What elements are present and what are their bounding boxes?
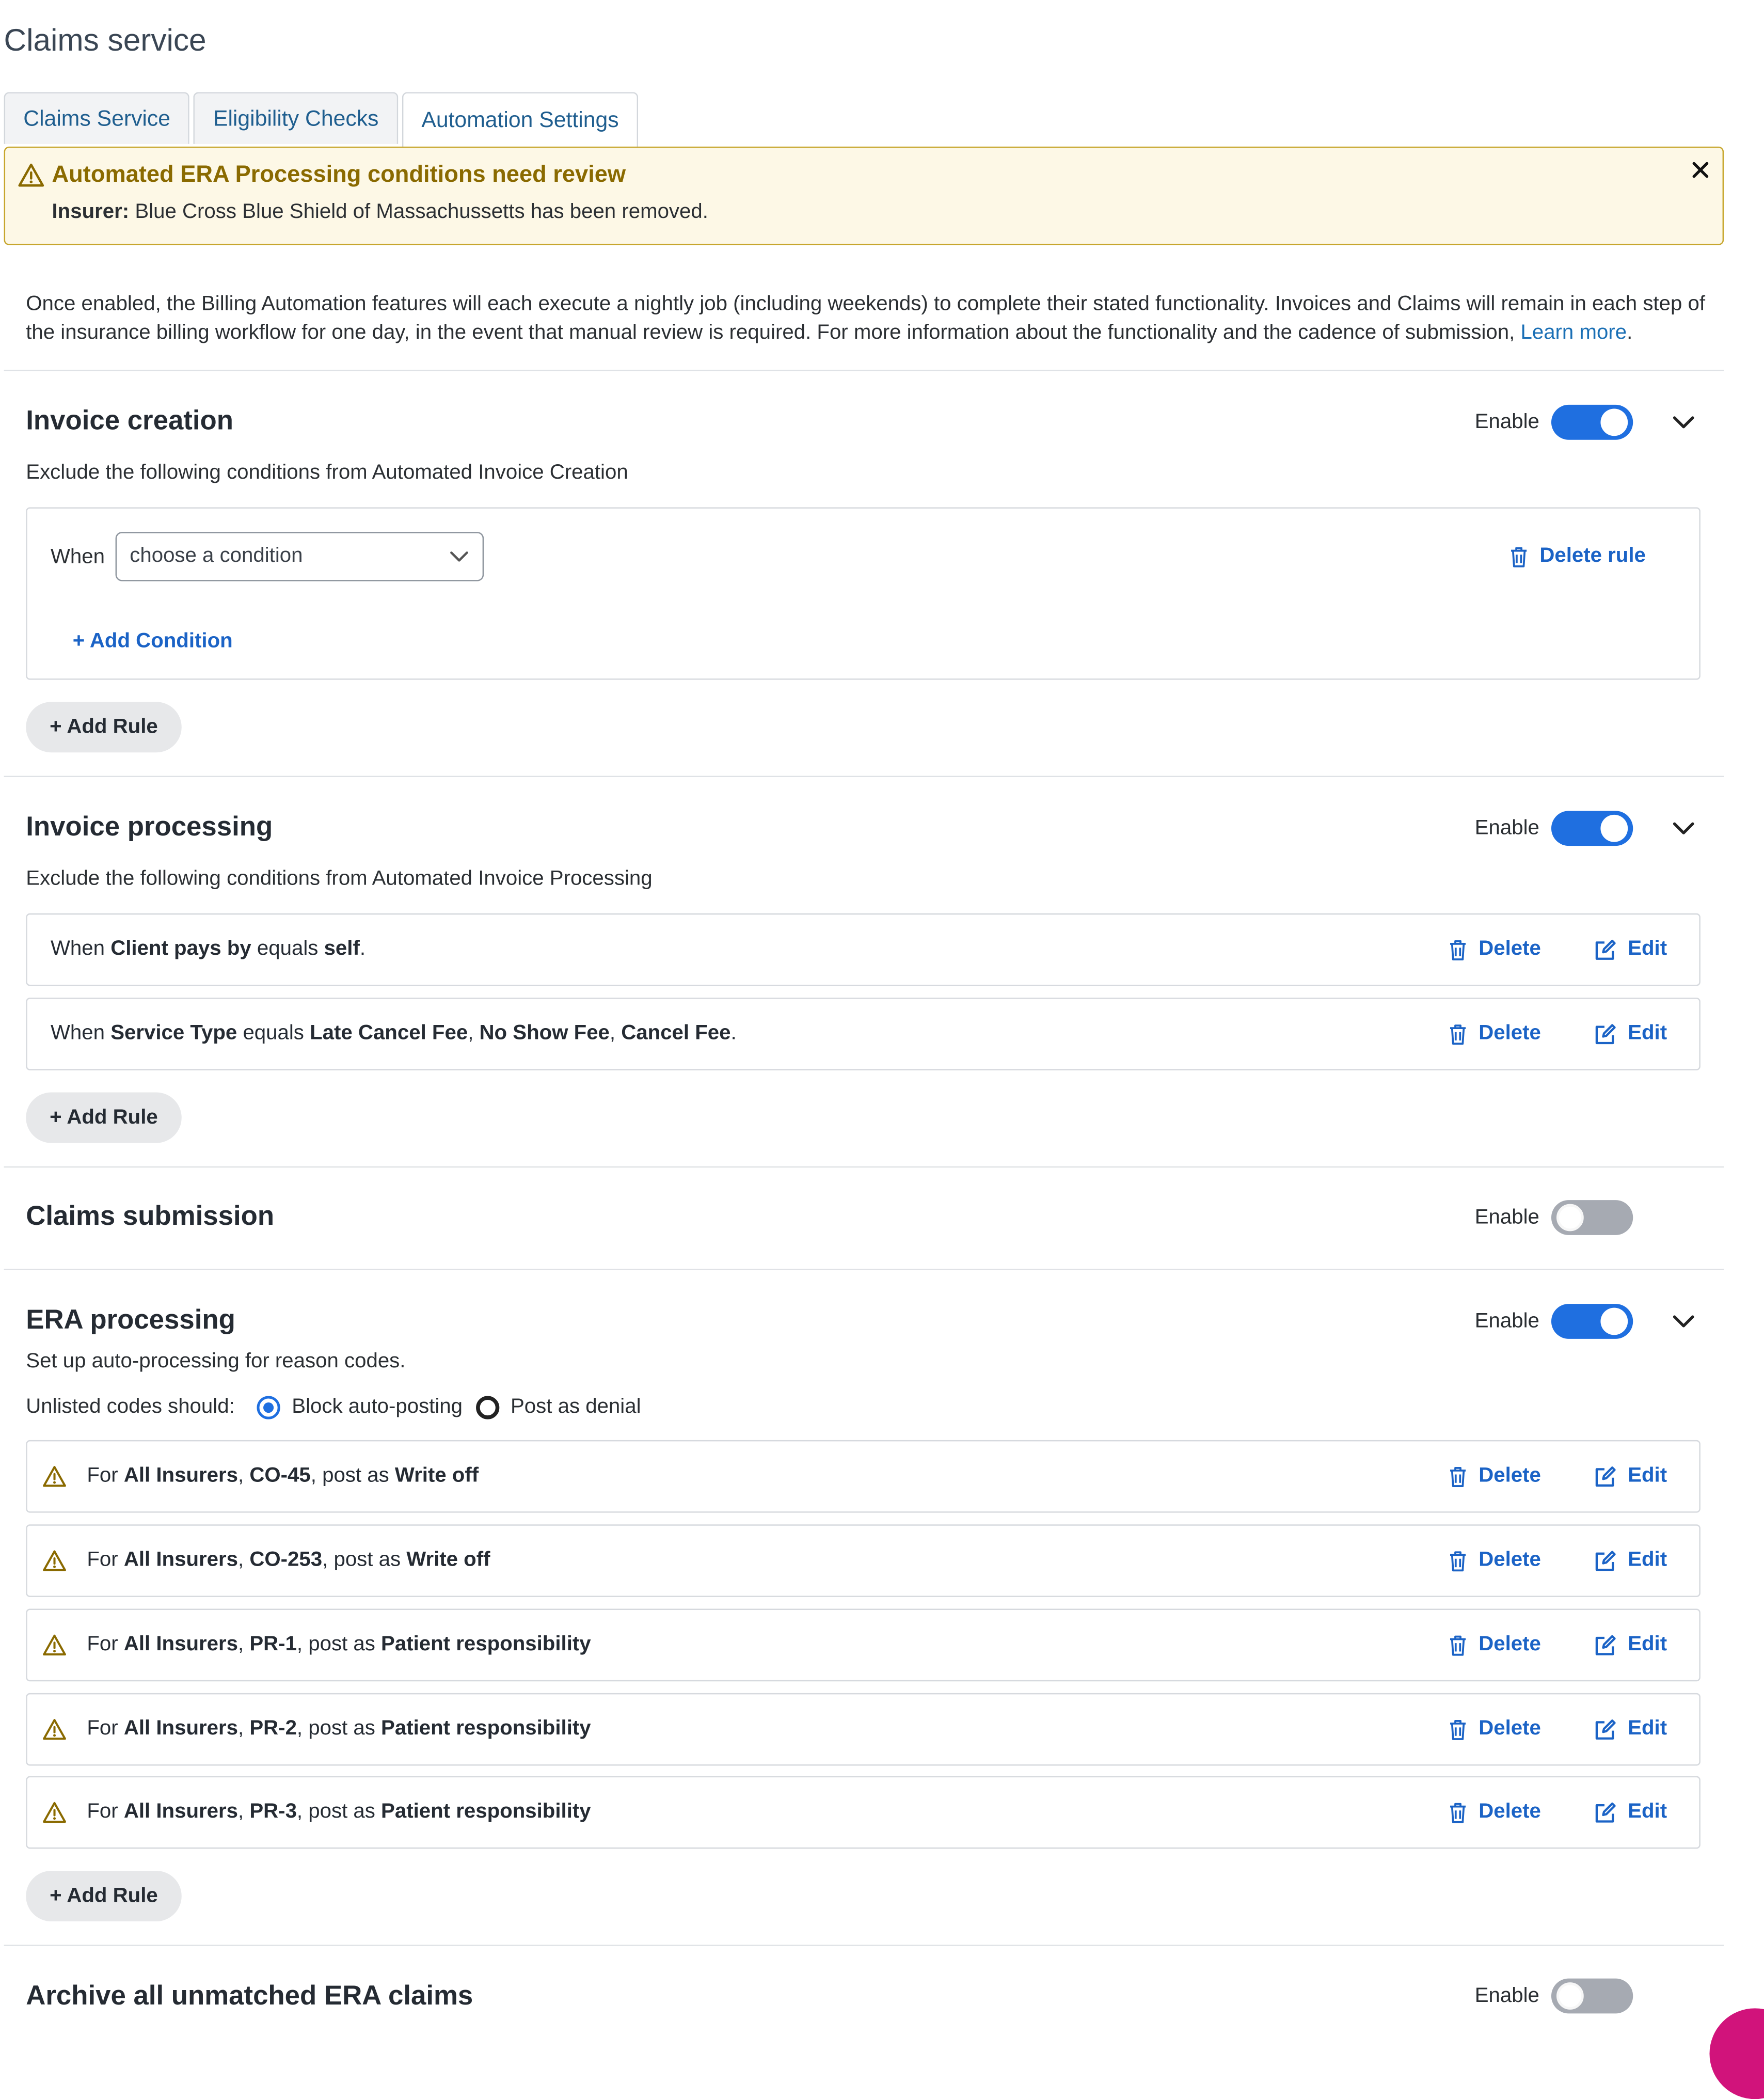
invoice-creation-enable-label: Enable — [1474, 411, 1539, 434]
archive-unmatched-title: Archive all unmatched ERA claims — [26, 1981, 473, 2011]
delete-label: Delete — [1479, 1633, 1541, 1655]
rule-text — [51, 999, 737, 1069]
invoice-creation-add-rule-button[interactable]: + Add Rule — [26, 702, 182, 752]
era-rule — [26, 1524, 1701, 1597]
invoice-processing-rule — [26, 998, 1701, 1070]
rule-insurer: All Insurers — [123, 1549, 239, 1571]
rule-seg: , — [238, 1801, 250, 1823]
rule-seg: For — [87, 1464, 124, 1487]
delete-button[interactable] — [1449, 1526, 1540, 1596]
edit-button[interactable] — [1594, 999, 1667, 1069]
chevron-down-icon[interactable] — [1671, 820, 1696, 838]
toggle-knob — [1556, 1204, 1584, 1232]
review-alert — [4, 147, 1724, 245]
rule-seg: When — [50, 938, 111, 960]
divider — [4, 1945, 1724, 1946]
trash-icon — [1449, 1023, 1467, 1045]
edit-label: Edit — [1628, 1717, 1667, 1740]
block-auto-posting-label[interactable]: Block auto-posting — [292, 1396, 463, 1418]
unlisted-codes-label: Unlisted codes should: — [26, 1396, 235, 1418]
edit-button[interactable] — [1594, 1610, 1667, 1680]
edit-label: Edit — [1628, 1633, 1667, 1655]
delete-rule-button[interactable] — [1510, 509, 1646, 605]
tab-automation-settings[interactable]: Automation Settings — [402, 92, 639, 148]
rule-seg: For — [87, 1801, 124, 1823]
block-auto-posting-radio[interactable] — [257, 1396, 280, 1419]
rule-seg: No Show Fee — [479, 1022, 610, 1045]
warning-triangle-icon — [43, 1549, 66, 1572]
alert-body-label: Insurer: — [52, 201, 130, 224]
delete-button[interactable] — [1449, 914, 1540, 985]
delete-label: Delete — [1479, 1717, 1541, 1740]
trash-icon — [1510, 546, 1528, 568]
rule-text — [87, 1610, 591, 1680]
invoice-processing-rule — [26, 913, 1701, 986]
era-rule — [26, 1609, 1701, 1682]
rule-text — [87, 1526, 490, 1596]
toggle-knob — [1600, 1308, 1628, 1335]
invoice-creation-subtitle: Exclude the following conditions from Automated Invoice Creation — [26, 462, 628, 484]
era-rule — [26, 1440, 1701, 1513]
edit-label: Edit — [1628, 1464, 1667, 1487]
alert-body — [52, 201, 708, 224]
tab-eligibility-checks[interactable]: Eligibility Checks — [194, 92, 398, 144]
edit-icon — [1594, 1718, 1616, 1741]
rule-action: Write off — [394, 1464, 479, 1487]
rule-seg: For — [87, 1717, 124, 1740]
edit-icon — [1594, 1023, 1616, 1045]
trash-icon — [1449, 1802, 1467, 1824]
warning-triangle-icon — [43, 1718, 66, 1741]
rule-seg: , — [238, 1717, 250, 1740]
post-as-denial-label[interactable]: Post as denial — [510, 1396, 641, 1418]
rule-insurer: All Insurers — [123, 1717, 239, 1740]
rule-seg: equals — [251, 938, 324, 960]
rule-seg: , post as — [296, 1717, 382, 1740]
alert-title: Automated ERA Processing conditions need review — [52, 161, 626, 187]
learn-more-link[interactable]: Learn more — [1520, 322, 1627, 344]
tab-bar — [4, 92, 642, 148]
edit-icon — [1594, 939, 1616, 961]
toggle-knob — [1556, 1982, 1584, 2010]
edit-icon — [1594, 1550, 1616, 1572]
rule-seg: equals — [237, 1022, 310, 1045]
rule-seg: , post as — [296, 1633, 382, 1655]
rule-seg: For — [87, 1633, 124, 1655]
condition-select[interactable] — [116, 532, 484, 581]
claims-submission-title: Claims submission — [26, 1201, 275, 1232]
rule-seg: Cancel Fee — [621, 1022, 731, 1045]
rule-seg: self — [324, 938, 360, 960]
divider — [4, 776, 1724, 777]
edit-label: Edit — [1628, 1801, 1667, 1823]
delete-button[interactable] — [1449, 1441, 1540, 1511]
rule-seg: Service Type — [110, 1022, 237, 1045]
trash-icon — [1449, 1550, 1467, 1572]
trash-icon — [1449, 939, 1467, 961]
rule-text — [87, 1694, 591, 1764]
rule-seg: . — [359, 938, 366, 960]
warning-triangle-icon — [18, 162, 44, 188]
rule-insurer: All Insurers — [123, 1633, 239, 1655]
rule-text — [87, 1441, 479, 1511]
trash-icon — [1449, 1634, 1467, 1656]
rule-code: PR-2 — [249, 1717, 297, 1740]
chevron-down-icon[interactable] — [1671, 414, 1696, 432]
alert-body-text: Blue Cross Blue Shield of Massachussetts has been removed. — [129, 201, 708, 224]
rule-seg: Client pays by — [110, 938, 251, 960]
edit-button[interactable] — [1594, 1777, 1667, 1848]
rule-seg: , post as — [296, 1801, 382, 1823]
trash-icon — [1449, 1465, 1467, 1488]
trash-icon — [1449, 1718, 1467, 1741]
add-condition-button[interactable]: + Add Condition — [72, 630, 233, 653]
delete-label: Delete — [1479, 1549, 1541, 1571]
divider — [4, 1269, 1724, 1270]
rule-action: Write off — [406, 1549, 490, 1571]
invoice-creation-toggle[interactable] — [1551, 405, 1633, 440]
rule-text — [87, 1777, 591, 1848]
rule-seg: , — [238, 1549, 250, 1571]
invoice-processing-title: Invoice processing — [26, 812, 273, 842]
invoice-creation-rule — [26, 507, 1701, 680]
edit-button[interactable] — [1594, 914, 1667, 985]
edit-icon — [1594, 1802, 1616, 1824]
intro-body: Once enabled, the Billing Automation features will each execute a nightly job (including weekends) to complete their stated functionality. Invoices and Claims will remain in each step of the insurance billing workflow for one day, in the event that manual review is required. For more information about the functionality and the cadence of submission, — [26, 293, 1706, 344]
chevron-down-icon — [449, 550, 469, 563]
rule-seg: Late Cancel Fee — [310, 1022, 468, 1045]
delete-button[interactable] — [1449, 1777, 1540, 1848]
rule-text — [51, 914, 365, 985]
page-title: Claims service — [4, 23, 206, 59]
divider — [4, 370, 1724, 371]
rule-seg: , — [238, 1633, 250, 1655]
delete-label: Delete — [1479, 1801, 1541, 1823]
rule-code: PR-3 — [249, 1801, 297, 1823]
era-processing-add-rule-button[interactable]: + Add Rule — [26, 1871, 182, 1921]
delete-label: Delete — [1479, 938, 1541, 960]
rule-seg: , — [468, 1022, 480, 1045]
rule-insurer: All Insurers — [123, 1801, 239, 1823]
edit-button[interactable] — [1594, 1441, 1667, 1511]
rule-code: CO-253 — [249, 1549, 323, 1571]
era-rule — [26, 1776, 1701, 1849]
rule-action: Patient responsibility — [381, 1801, 591, 1823]
toggle-knob — [1600, 408, 1628, 436]
when-label: When — [50, 546, 105, 569]
rule-action: Patient responsibility — [381, 1633, 591, 1655]
edit-label: Edit — [1628, 1022, 1667, 1045]
delete-button[interactable] — [1449, 1610, 1540, 1680]
intro-text — [26, 291, 1712, 348]
delete-label: Delete — [1479, 1464, 1541, 1487]
invoice-processing-add-rule-button[interactable]: + Add Rule — [26, 1093, 182, 1143]
condition-select-value: choose a condition — [130, 545, 303, 567]
edit-icon — [1594, 1465, 1616, 1488]
edit-button[interactable] — [1594, 1694, 1667, 1764]
warning-triangle-icon — [43, 1633, 66, 1656]
rule-code: CO-45 — [249, 1464, 311, 1487]
warning-triangle-icon — [43, 1801, 66, 1824]
delete-label: Delete — [1479, 1022, 1541, 1045]
intro-end: . — [1627, 322, 1633, 344]
invoice-processing-enable-label: Enable — [1474, 817, 1539, 840]
era-processing-toggle[interactable] — [1551, 1304, 1633, 1339]
unlisted-codes-options — [26, 1393, 641, 1422]
archive-unmatched-toggle[interactable] — [1551, 1979, 1633, 2014]
claims-submission-enable-label: Enable — [1474, 1206, 1539, 1229]
delete-button[interactable] — [1449, 1694, 1540, 1764]
divider — [4, 1166, 1724, 1168]
delete-rule-label: Delete rule — [1539, 545, 1646, 567]
archive-unmatched-enable-label: Enable — [1474, 1985, 1539, 2007]
warning-triangle-icon — [43, 1465, 66, 1488]
edit-button[interactable] — [1594, 1526, 1667, 1596]
edit-label: Edit — [1628, 1549, 1667, 1571]
rule-code: PR-1 — [249, 1633, 297, 1655]
era-processing-title: ERA processing — [26, 1305, 235, 1335]
rule-seg: When — [50, 1022, 111, 1045]
close-icon[interactable] — [1689, 159, 1712, 182]
post-as-denial-radio[interactable] — [475, 1396, 499, 1419]
rule-action: Patient responsibility — [381, 1717, 591, 1740]
invoice-creation-title: Invoice creation — [26, 406, 233, 436]
rule-seg: , — [238, 1464, 250, 1487]
claims-submission-toggle[interactable] — [1551, 1200, 1633, 1235]
invoice-processing-toggle[interactable] — [1551, 811, 1633, 846]
rule-seg: , — [609, 1022, 622, 1045]
rule-seg: , post as — [310, 1464, 395, 1487]
invoice-processing-subtitle: Exclude the following conditions from Automated Invoice Processing — [26, 867, 653, 890]
edit-icon — [1594, 1634, 1616, 1656]
tab-claims-service[interactable]: Claims Service — [4, 92, 190, 144]
floating-action-button[interactable] — [1709, 2008, 1764, 2099]
edit-label: Edit — [1628, 938, 1667, 960]
rule-seg: . — [730, 1022, 737, 1045]
era-rule — [26, 1693, 1701, 1766]
era-processing-enable-label: Enable — [1474, 1310, 1539, 1333]
toggle-knob — [1600, 815, 1628, 842]
rule-insurer: All Insurers — [123, 1464, 239, 1487]
rule-seg: For — [87, 1549, 124, 1571]
delete-button[interactable] — [1449, 999, 1540, 1069]
chevron-down-icon[interactable] — [1671, 1313, 1696, 1331]
era-processing-subtitle: Set up auto-processing for reason codes. — [26, 1350, 406, 1373]
rule-seg: , post as — [322, 1549, 407, 1571]
